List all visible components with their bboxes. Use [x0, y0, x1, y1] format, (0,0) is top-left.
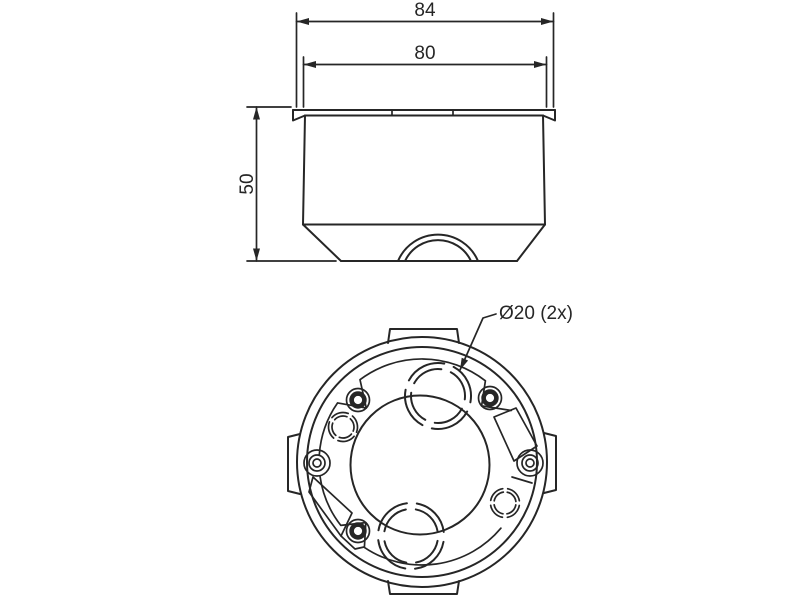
arrowhead-bottom	[253, 249, 260, 262]
arrowhead-top	[253, 107, 260, 120]
arrowhead-right	[541, 18, 554, 25]
screw-hole-top-left	[347, 389, 370, 412]
screw-hole-bottom-left-ring	[352, 525, 365, 538]
pocket-step-right	[512, 477, 532, 483]
body-wall-right	[543, 116, 545, 225]
arrowhead-left	[304, 61, 317, 68]
knockout-small-lower-right-inner	[492, 490, 517, 515]
pocket-upper-right	[494, 408, 537, 461]
knockout-small-lower-right-outer	[488, 486, 522, 520]
knockout-callout-label: Ø20 (2x)	[499, 303, 573, 324]
body-taper-left	[303, 225, 341, 262]
dimension-height	[237, 107, 336, 261]
arrowhead-right	[534, 61, 547, 68]
side-view	[237, 0, 555, 261]
dimension-inner-width	[304, 43, 547, 107]
screw-boss-right	[517, 450, 543, 476]
screw-boss-right-outer	[517, 450, 543, 476]
top-view	[288, 303, 573, 594]
knockout-small-lower-right	[488, 486, 522, 520]
flange-lip-right	[543, 110, 555, 121]
knockout-bottom	[373, 498, 449, 574]
dimension-inner-width-label: 80	[414, 43, 436, 64]
knockout-bottom-outer	[373, 498, 449, 574]
body-wall-left	[303, 116, 305, 225]
platform-edge-lower	[320, 476, 501, 565]
box-side-profile	[293, 110, 555, 261]
dimension-height-label: 50	[237, 173, 258, 195]
screw-boss-right-hole	[526, 459, 534, 467]
knockout-small-upper-left-outer	[323, 407, 364, 448]
flange-lip-left	[293, 110, 305, 121]
bottom-knockout-arc-inner	[405, 240, 471, 261]
bottom-knockout-arc-outer	[398, 235, 478, 261]
knockout-bottom-inner	[380, 505, 443, 568]
screw-boss-right-middle	[522, 455, 538, 471]
screw-hole-top-left-ring	[352, 394, 365, 407]
screw-hole-top-right	[479, 387, 502, 410]
arrowhead-left	[297, 18, 310, 25]
knockout-small-upper-left	[323, 407, 364, 448]
screw-hole-bottom-left	[347, 520, 370, 543]
screw-boss-left-hole	[313, 459, 321, 467]
screw-hole-top-right-ring	[484, 392, 497, 405]
dimension-outer-width-label: 84	[414, 0, 436, 21]
body-taper-right	[517, 225, 545, 262]
mounting-tab-top	[388, 329, 459, 343]
rim-circle	[307, 347, 537, 577]
screw-boss-left-middle	[309, 455, 325, 471]
